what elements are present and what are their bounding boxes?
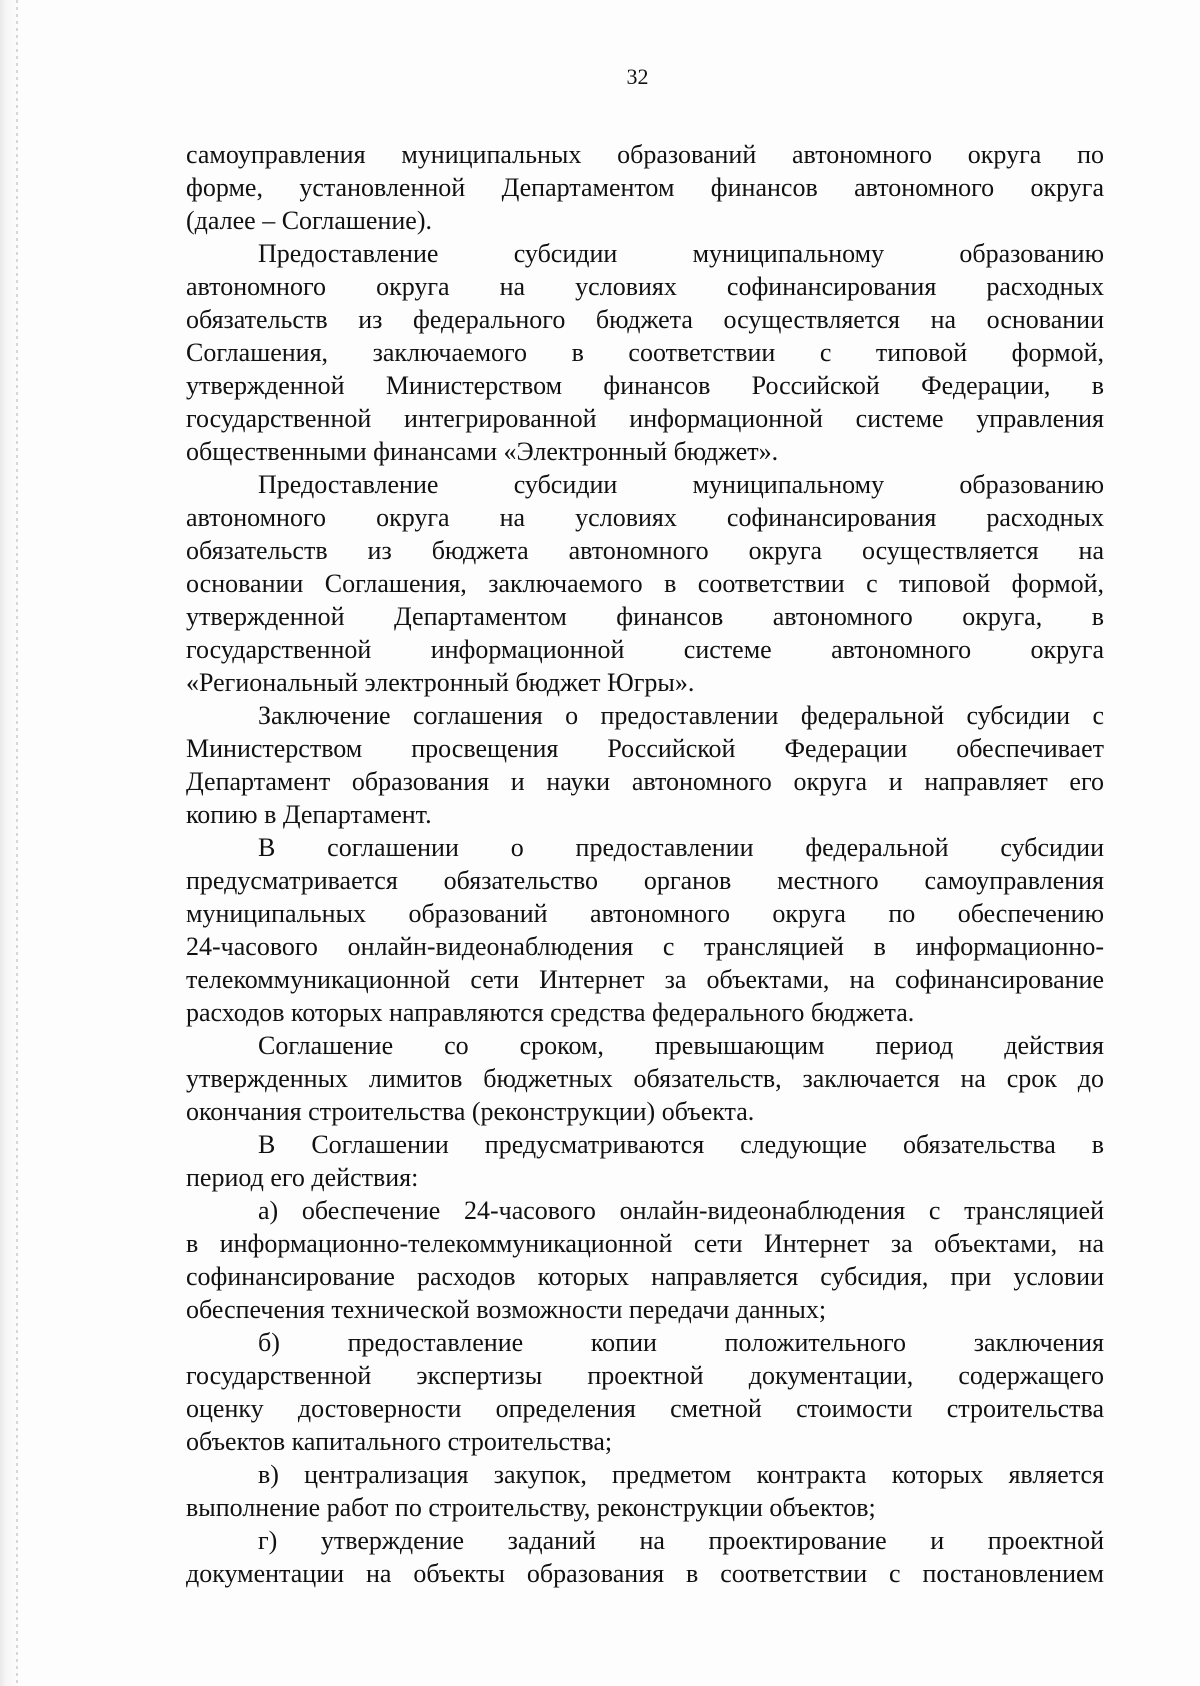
text-line: утвержденных лимитов бюджетных обязательств, заключается на срок до (186, 1064, 1104, 1093)
text-line: расходов которых направляются средства федерального бюджета. (186, 998, 915, 1027)
text-line: автономного округа на условиях софинансирования расходных (186, 503, 1104, 532)
text-line: В Соглашении предусматриваются следующие обязательства в (258, 1130, 1104, 1159)
text-line: форме, установленной Департаментом финансов автономного округа (186, 173, 1104, 202)
text-line: Предоставление субсидии муниципальному образованию (258, 470, 1104, 499)
text-line: обеспечения технической возможности передачи данных; (186, 1295, 827, 1324)
text-line: (далее – Соглашение). (186, 206, 432, 235)
paragraph (186, 1458, 1104, 1524)
text-line: обязательств из федерального бюджета осуществляется на основании (186, 305, 1104, 334)
text-line: в) централизация закупок, предметом контракта которых является (258, 1460, 1104, 1489)
text-line: В соглашении о предоставлении федеральной субсидии (258, 833, 1104, 862)
text-line: окончания строительства (реконструкции) объекта. (186, 1097, 755, 1126)
paragraph (186, 1524, 1104, 1590)
scan-edge-artifact (0, 0, 42, 1686)
text-line: Предоставление субсидии муниципальному образованию (258, 239, 1104, 268)
text-line: софинансирование расходов которых направляется субсидия, при условии (186, 1262, 1104, 1291)
text-line: объектов капитального строительства; (186, 1427, 613, 1456)
text-line: Соглашения, заключаемого в соответствии с типовой формой, (186, 338, 1104, 367)
text-line: г) утверждение заданий на проектирование и проектной (258, 1526, 1104, 1555)
text-line: копию в Департамент. (186, 800, 432, 829)
text-line: б) предоставление копии положительного заключения (258, 1328, 1104, 1357)
text-line: телекоммуникационной сети Интернет за объектами, на софинансирование (186, 965, 1104, 994)
text-line: Соглашение со сроком, превышающим период действия (258, 1031, 1104, 1060)
text-line: самоуправления муниципальных образований автономного округа по (186, 140, 1104, 169)
text-line: Департамент образования и науки автономного округа и направляет его (186, 767, 1104, 796)
text-line: период его действия: (186, 1163, 419, 1192)
page-number: 32 (626, 64, 649, 89)
paragraph (186, 1128, 1104, 1194)
text-line: Заключение соглашения о предоставлении федеральной субсидии с (258, 701, 1104, 730)
text-line: «Региональный электронный бюджет Югры». (186, 668, 695, 697)
text-line: государственной информационной системе автономного округа (186, 635, 1104, 664)
text-line: в информационно-телекоммуникационной сети Интернет за объектами, на (186, 1229, 1104, 1258)
text-line: государственной интегрированной информационной системе управления (186, 404, 1104, 433)
text-line: Министерством просвещения Российской Федерации обеспечивает (186, 734, 1104, 763)
text-line: общественными финансами «Электронный бюджет». (186, 437, 779, 466)
text-line: автономного округа на условиях софинансирования расходных (186, 272, 1104, 301)
text-line: обязательств из бюджета автономного округа осуществляется на (186, 536, 1104, 565)
text-line: а) обеспечение 24-часового онлайн-видеонаблюдения с трансляцией (258, 1196, 1104, 1225)
text-line: основании Соглашения, заключаемого в соответствии с типовой формой, (186, 569, 1104, 598)
text-line: муниципальных образований автономного округа по обеспечению (186, 899, 1104, 928)
paragraph (186, 1029, 1104, 1128)
document-body (186, 138, 1104, 1590)
text-line: 24-часового онлайн-видеонаблюдения с трансляцией в информационно- (186, 932, 1104, 961)
text-line: документации на объекты образования в соответствии с постановлением (186, 1559, 1104, 1588)
text-line: оценку достоверности определения сметной стоимости строительства (186, 1394, 1104, 1423)
paragraph (186, 468, 1104, 699)
paragraph (186, 138, 1104, 237)
text-line: государственной экспертизы проектной документации, содержащего (186, 1361, 1104, 1390)
paragraph (186, 831, 1104, 1029)
text-line: утвержденной Департаментом финансов автономного округа, в (186, 602, 1104, 631)
paragraph (186, 237, 1104, 468)
text-line: выполнение работ по строительству, реконструкции объектов; (186, 1493, 876, 1522)
paragraph (186, 699, 1104, 831)
text-line: предусматривается обязательство органов местного самоуправления (186, 866, 1104, 895)
text-line: утвержденной Министерством финансов Российской Федерации, в (186, 371, 1104, 400)
paragraph (186, 1326, 1104, 1458)
paragraph (186, 1194, 1104, 1326)
